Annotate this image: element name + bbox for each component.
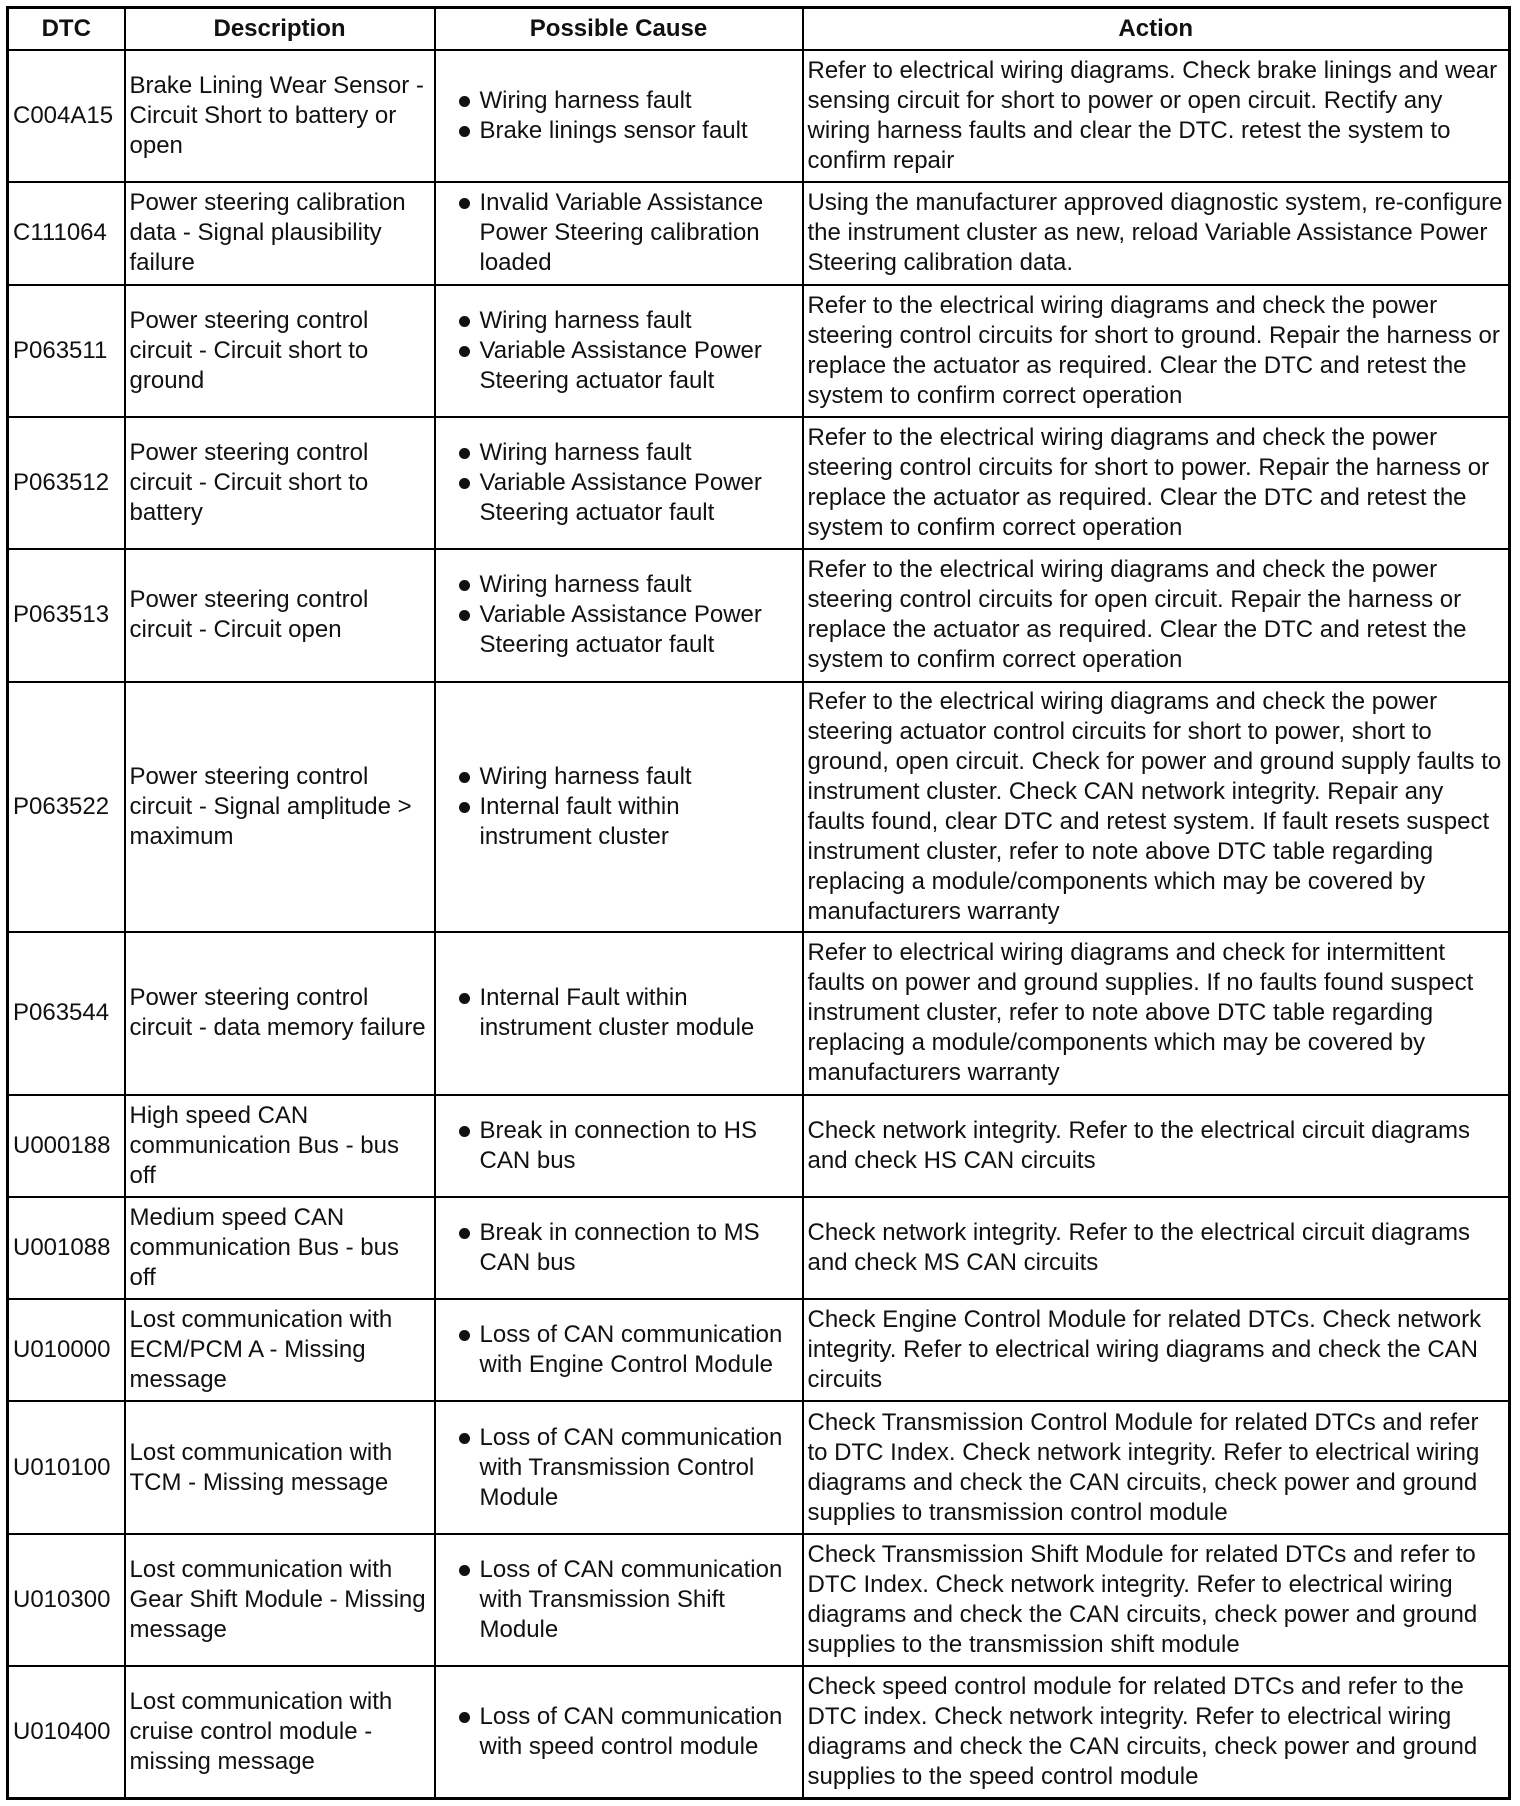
possible-cause-cell: [435, 1666, 803, 1798]
cause-list: [440, 983, 798, 1043]
dtc-description: High speed CAN communication Bus - bus off: [125, 1095, 435, 1197]
dtc-code: P063522: [8, 682, 125, 933]
dtc-description: Lost communication with ECM/PCM A - Missing message: [125, 1299, 435, 1401]
action-text: Check Transmission Shift Module for related DTCs and refer to DTC Index. Check network integrity. Refer to electrical wiring diagrams and check the CAN circuits, check power and ground supplies to the transmission shift module: [803, 1534, 1510, 1666]
header-action: Action: [803, 8, 1510, 51]
dtc-description: Lost communication with Gear Shift Module - Missing message: [125, 1534, 435, 1666]
cause-item: Wiring harness fault: [440, 86, 798, 116]
action-text: Refer to electrical wiring diagrams and check for intermittent faults on power and ground supplies. If no faults found suspect instrument cluster, refer to note above DTC table regarding replacing a module/components which may be covered by manufacturers warranty: [803, 932, 1510, 1094]
possible-cause-cell: [435, 1095, 803, 1197]
table-row: [8, 417, 1510, 549]
table-row: [8, 285, 1510, 417]
table-row: [8, 682, 1510, 933]
dtc-code: U010100: [8, 1401, 125, 1533]
action-text: Refer to the electrical wiring diagrams and check the power steering control circuits for short to ground. Repair the harness or replace the actuator as required. Clear the DTC and retest the system to confirm correct operation: [803, 285, 1510, 417]
cause-item: Loss of CAN communication with speed control module: [440, 1702, 798, 1762]
action-text: Check Engine Control Module for related DTCs. Check network integrity. Refer to electrical wiring diagrams and check the CAN circuits: [803, 1299, 1510, 1401]
table-row: [8, 1534, 1510, 1666]
cause-item: Variable Assistance Power Steering actuator fault: [440, 600, 798, 660]
possible-cause-cell: [435, 932, 803, 1094]
dtc-description: Power steering control circuit - Signal amplitude > maximum: [125, 682, 435, 933]
header-description: Description: [125, 8, 435, 51]
cause-item: Internal Fault within instrument cluster module: [440, 983, 798, 1043]
dtc-description: Power steering control circuit - data memory failure: [125, 932, 435, 1094]
table-row: [8, 182, 1510, 284]
dtc-code: P063512: [8, 417, 125, 549]
cause-item: Break in connection to HS CAN bus: [440, 1116, 798, 1176]
cause-list: [440, 438, 798, 528]
cause-list: [440, 306, 798, 396]
dtc-code: C004A15: [8, 50, 125, 182]
dtc-code: U010400: [8, 1666, 125, 1798]
cause-item: Invalid Variable Assistance Power Steering calibration loaded: [440, 188, 798, 278]
possible-cause-cell: [435, 1401, 803, 1533]
table-row: [8, 1666, 1510, 1798]
dtc-description: Power steering control circuit - Circuit open: [125, 549, 435, 681]
header-possible-cause: Possible Cause: [435, 8, 803, 51]
cause-list: [440, 1702, 798, 1762]
cause-list: [440, 1320, 798, 1380]
action-text: Refer to electrical wiring diagrams. Check brake linings and wear sensing circuit for short to power or open circuit. Rectify any wiring harness faults and clear the DTC. retest the system to confirm repair: [803, 50, 1510, 182]
possible-cause-cell: [435, 50, 803, 182]
dtc-code: P063511: [8, 285, 125, 417]
dtc-description: Lost communication with TCM - Missing message: [125, 1401, 435, 1533]
dtc-code: P063513: [8, 549, 125, 681]
action-text: Check speed control module for related DTCs and refer to the DTC index. Check network integrity. Refer to electrical wiring diagrams and check the CAN circuits, check power and ground supplies to the speed control module: [803, 1666, 1510, 1798]
cause-list: [440, 1423, 798, 1513]
possible-cause-cell: [435, 1534, 803, 1666]
dtc-code: U010000: [8, 1299, 125, 1401]
dtc-code: C111064: [8, 182, 125, 284]
cause-item: Loss of CAN communication with Transmission Shift Module: [440, 1555, 798, 1645]
table-row: [8, 1299, 1510, 1401]
table-row: [8, 1401, 1510, 1533]
cause-list: [440, 1218, 798, 1278]
table-row: [8, 549, 1510, 681]
cause-list: [440, 188, 798, 278]
table-row: [8, 50, 1510, 182]
cause-item: Brake linings sensor fault: [440, 116, 798, 146]
cause-list: [440, 86, 798, 146]
cause-item: Wiring harness fault: [440, 762, 798, 792]
cause-list: [440, 570, 798, 660]
table-row: [8, 1095, 1510, 1197]
header-dtc: DTC: [8, 8, 125, 51]
dtc-table: [6, 6, 1511, 1800]
cause-list: [440, 1116, 798, 1176]
action-text: Refer to the electrical wiring diagrams and check the power steering control circuits for open circuit. Repair the harness or replace the actuator as required. Clear the DTC and retest the system to confirm correct operation: [803, 549, 1510, 681]
possible-cause-cell: [435, 549, 803, 681]
table-body: [8, 50, 1510, 1799]
action-text: Check Transmission Control Module for related DTCs and refer to DTC Index. Check network integrity. Refer to electrical wiring diagrams and check the CAN circuits, check power and ground supplies to transmission control module: [803, 1401, 1510, 1533]
action-text: Check network integrity. Refer to the electrical circuit diagrams and check MS CAN circuits: [803, 1197, 1510, 1299]
possible-cause-cell: [435, 682, 803, 933]
cause-item: Wiring harness fault: [440, 438, 798, 468]
cause-item: Variable Assistance Power Steering actuator fault: [440, 336, 798, 396]
dtc-code: U001088: [8, 1197, 125, 1299]
action-text: Refer to the electrical wiring diagrams and check the power steering actuator control circuits for short to power, short to ground, open circuit. Check for power and ground supply faults to instrument cluster. Check CAN network integrity. Repair any faults found, clear DTC and retest system. If fault resets suspect instrument cluster, refer to note above DTC table regarding replacing a module/components which may be covered by manufacturers warranty: [803, 682, 1510, 933]
dtc-description: Power steering control circuit - Circuit short to battery: [125, 417, 435, 549]
cause-item: Wiring harness fault: [440, 306, 798, 336]
action-text: Check network integrity. Refer to the electrical circuit diagrams and check HS CAN circuits: [803, 1095, 1510, 1197]
dtc-code: U010300: [8, 1534, 125, 1666]
table-row: [8, 1197, 1510, 1299]
cause-item: Loss of CAN communication with Transmission Control Module: [440, 1423, 798, 1513]
cause-item: Internal fault within instrument cluster: [440, 792, 798, 852]
dtc-code: U000188: [8, 1095, 125, 1197]
possible-cause-cell: [435, 285, 803, 417]
action-text: Using the manufacturer approved diagnostic system, re-configure the instrument cluster as new, reload Variable Assistance Power Steering calibration data.: [803, 182, 1510, 284]
dtc-description: Lost communication with cruise control module - missing message: [125, 1666, 435, 1798]
possible-cause-cell: [435, 1197, 803, 1299]
table-row: [8, 932, 1510, 1094]
possible-cause-cell: [435, 417, 803, 549]
dtc-code: P063544: [8, 932, 125, 1094]
possible-cause-cell: [435, 182, 803, 284]
dtc-description: Brake Lining Wear Sensor - Circuit Short to battery or open: [125, 50, 435, 182]
cause-item: Wiring harness fault: [440, 570, 798, 600]
dtc-description: Power steering calibration data - Signal plausibility failure: [125, 182, 435, 284]
cause-item: Loss of CAN communication with Engine Control Module: [440, 1320, 798, 1380]
possible-cause-cell: [435, 1299, 803, 1401]
dtc-description: Power steering control circuit - Circuit short to ground: [125, 285, 435, 417]
dtc-description: Medium speed CAN communication Bus - bus off: [125, 1197, 435, 1299]
header-row: [8, 8, 1510, 51]
cause-list: [440, 762, 798, 852]
action-text: Refer to the electrical wiring diagrams and check the power steering control circuits for short to power. Repair the harness or replace the actuator as required. Clear the DTC and retest the system to confirm correct operation: [803, 417, 1510, 549]
cause-list: [440, 1555, 798, 1645]
cause-item: Variable Assistance Power Steering actuator fault: [440, 468, 798, 528]
cause-item: Break in connection to MS CAN bus: [440, 1218, 798, 1278]
